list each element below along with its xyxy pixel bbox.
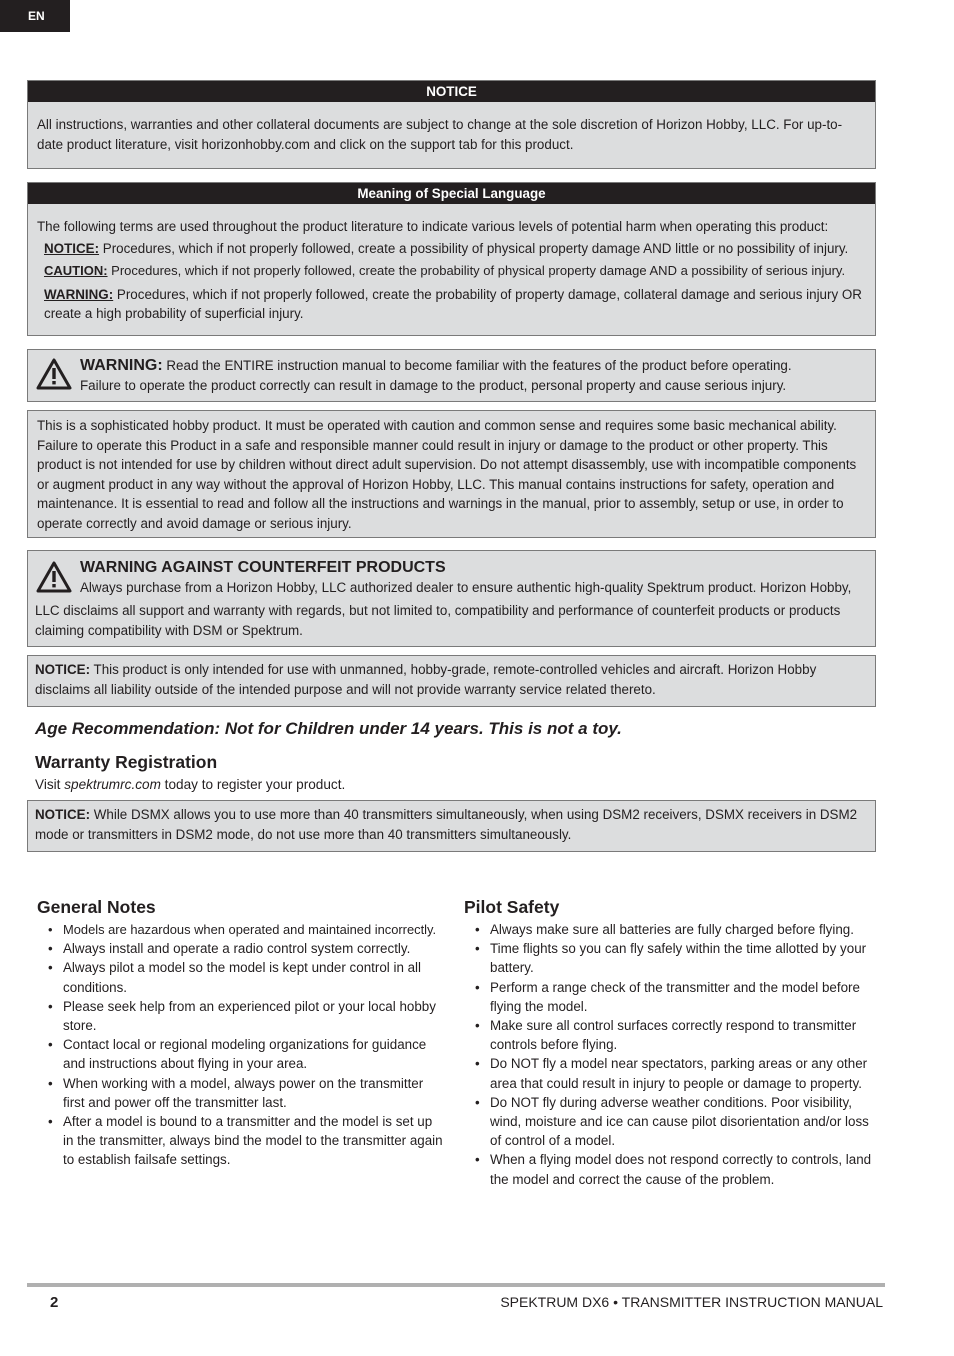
counterfeit-line-1: Always purchase from a Horizon Hobby, LLC authorized dealer to ensure authentic high-quality Spektrum product. Horizon Hobby, bbox=[80, 580, 852, 595]
warning-text: Read the ENTIRE instruction manual to become familiar with the features of the product before operating. bbox=[162, 358, 792, 373]
term-notice bbox=[37, 238, 866, 260]
list-item: • Do NOT fly during adverse weather conditions. Poor visibility, wind, moisture and ice can cause pilot disorientation and/or loss of control of a model. bbox=[464, 1093, 874, 1151]
warranty-registration-title: Warranty Registration bbox=[35, 752, 218, 772]
list-item: • Always install and operate a radio control system correctly. bbox=[37, 939, 444, 958]
intended-use-text: This product is only intended for use with unmanned, hobby-grade, remote-controlled vehicles and aircraft. Horizon Hobby disclaims all liability outside of the intended purpose and will not provide warranty service related thereto. bbox=[35, 662, 817, 697]
term-warning-text: Procedures, which if not properly followed, create the probability of property damage, collateral damage and serious injury OR create a high probability of superficial injury. bbox=[44, 287, 862, 321]
list-item: • Always pilot a model so the model is kept under control in all conditions. bbox=[37, 958, 444, 996]
list-item: • Perform a range check of the transmitter and the model before flying the model. bbox=[464, 978, 874, 1016]
list-item: • Contact local or regional modeling organizations for guidance and instructions about flying in your area. bbox=[37, 1035, 444, 1073]
language-tab: EN bbox=[0, 0, 70, 32]
term-notice-text: Procedures, which if not properly followed, create a possibility of physical property damage AND little or no possibility of injury. bbox=[99, 241, 849, 256]
page-number: 2 bbox=[50, 1294, 59, 1311]
warning-box bbox=[27, 349, 876, 402]
list-item: • When working with a model, always power on the transmitter first and power off the transmitter last. bbox=[37, 1074, 444, 1112]
list-item: • When a flying model does not respond correctly to controls, land the model and correct the cause of the problem. bbox=[464, 1150, 874, 1188]
notice-text: All instructions, warranties and other collateral documents are subject to change at the sole discretion of Horizon Hobby, LLC. For up-to-date product literature, visit horizonhobby.com and click on the support tab for this product. bbox=[37, 117, 843, 152]
warning-label: WARNING: bbox=[80, 357, 163, 374]
counterfeit-warning-box bbox=[27, 550, 876, 647]
intended-use-box bbox=[27, 655, 876, 707]
counterfeit-title: WARNING AGAINST COUNTERFEIT PRODUCTS bbox=[80, 559, 446, 576]
warranty-site-link[interactable]: spektrumrc.com bbox=[64, 777, 161, 792]
dsmx-notice-label: NOTICE: bbox=[35, 807, 91, 822]
term-warning-label: WARNING: bbox=[44, 287, 114, 302]
warning-line-1 bbox=[80, 356, 869, 376]
list-item: • Always make sure all batteries are fully charged before flying. bbox=[464, 920, 874, 939]
warranty-suffix: today to register your product. bbox=[160, 777, 346, 792]
general-notes-section bbox=[37, 896, 444, 1170]
dsmx-notice-box bbox=[27, 800, 876, 852]
list-item: • Time flights so you can fly safely within the time allotted by your battery. bbox=[464, 939, 874, 977]
list-item: • Make sure all control surfaces correctly respond to transmitter controls before flying. bbox=[464, 1016, 874, 1054]
dsmx-notice-text: While DSMX allows you to use more than 40 transmitters simultaneously, when using DSM2 receivers, DSMX receivers in DSM2 mode or transmitters in DSM2 mode, do not use more than 40 transmitters simultaneously. bbox=[35, 807, 858, 842]
hobby-product-text: This is a sophisticated hobby product. It must be operated with caution and common sense and requires some basic mechanical ability. Failure to operate this Product in a safe and responsible manner could result in injury or damage to the product or other property. This product is not intended for use by children without direct adult supervision. Do not attempt disassembly, use with incompatible components or augment product in any way without the approval of Horizon Hobby, LLC. This manual contains instructions for safety, operation and maintenance. It is essential to read and follow all the instructions and warnings in the manual, prior to assembly, setup or use, in order to operate correctly and avoid damage or serious injury. bbox=[37, 418, 857, 531]
list-item: • Models are hazardous when operated and maintained incorrectly. bbox=[37, 920, 444, 939]
term-caution bbox=[37, 260, 866, 282]
term-caution-label: CAUTION: bbox=[44, 263, 108, 278]
footer-divider bbox=[27, 1283, 885, 1287]
warning-triangle-icon bbox=[36, 358, 72, 390]
notice-heading: NOTICE bbox=[28, 81, 875, 102]
special-language-heading: Meaning of Special Language bbox=[28, 183, 875, 204]
term-caution-text: Procedures, which if not properly followed, create the probability of physical property damage AND a possibility of serious injury. bbox=[107, 263, 846, 278]
general-notes-list bbox=[37, 920, 444, 1170]
warning-line-2: Failure to operate the product correctly can result in damage to the product, personal property and cause serious injury. bbox=[80, 378, 787, 393]
pilot-safety-section bbox=[464, 896, 874, 1189]
list-item: • Please seek help from an experienced pilot or your local hobby store. bbox=[37, 997, 444, 1035]
special-language-intro: The following terms are used throughout the product literature to indicate various levels of potential harm when operating this product: bbox=[37, 219, 829, 234]
footer-title: SPEKTRUM DX6 • TRANSMITTER INSTRUCTION MANUAL bbox=[500, 1294, 883, 1310]
general-notes-title: General Notes bbox=[37, 897, 156, 917]
warning-triangle-icon bbox=[36, 561, 72, 593]
warranty-registration-text bbox=[35, 777, 345, 792]
age-recommendation: Age Recommendation: Not for Children under 14 years. This is not a toy. bbox=[35, 719, 622, 738]
term-warning bbox=[37, 285, 866, 323]
intended-use-label: NOTICE: bbox=[35, 662, 91, 677]
pilot-safety-title: Pilot Safety bbox=[464, 897, 560, 917]
term-notice-label: NOTICE: bbox=[44, 241, 100, 256]
notice-box bbox=[27, 80, 876, 169]
list-item: • After a model is bound to a transmitter and the model is set up in the transmitter, always bind the model to the transmitter again to establish failsafe settings. bbox=[37, 1112, 444, 1170]
list-item: • Do NOT fly a model near spectators, parking areas or any other area that could result in injury to people or damage to property. bbox=[464, 1054, 874, 1092]
pilot-safety-list bbox=[464, 920, 874, 1189]
counterfeit-text: LLC disclaims all support and warranty with regards, but not limited to, compatibility and performance of counterfeit products or products claiming compatibility with DSM or Spektrum. bbox=[35, 603, 841, 638]
special-language-box bbox=[27, 182, 876, 336]
hobby-product-box bbox=[27, 410, 876, 538]
warranty-prefix: Visit bbox=[35, 777, 65, 792]
